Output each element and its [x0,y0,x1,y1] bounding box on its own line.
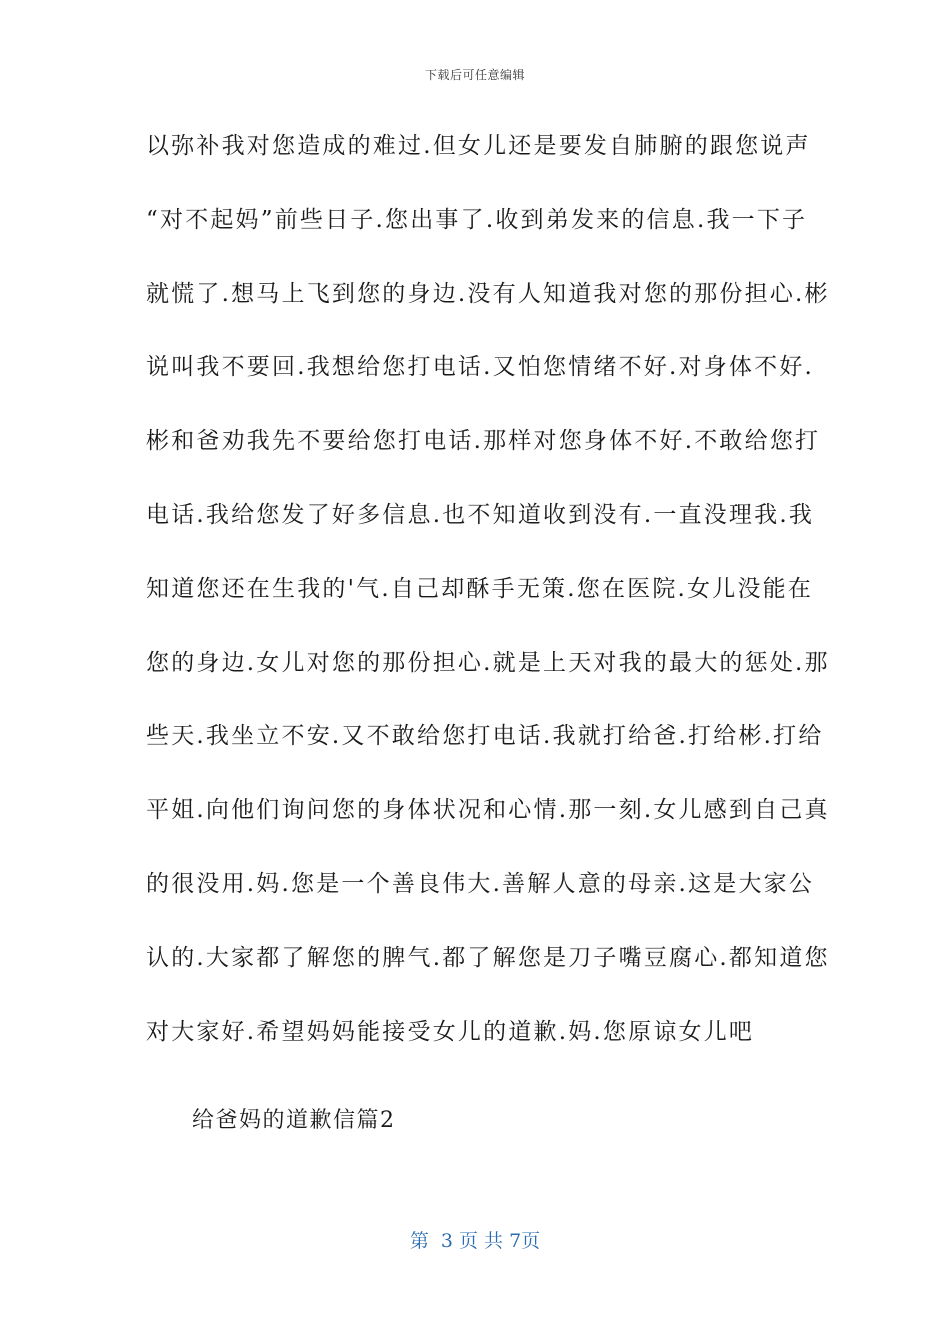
body-line: 以弥补我对您造成的难过.但女儿还是要发自肺腑的跟您说声 [146,133,811,159]
body-line: 对大家好.希望妈妈能接受女儿的道歉.妈.您原谅女儿吧 [146,1018,755,1045]
body-line: 就慌了.想马上飞到您的身边.没有人知道我对您的那份担心.彬 [146,280,830,307]
body-line: 您的身边.女儿对您的那份担心.就是上天对我的最大的惩处.那 [146,649,830,676]
body-line: 彬和爸劝我先不要给您打电话.那样对您身体不好.不敢给您打 [146,428,821,455]
section-heading: 给爸妈的道歉信篇2 [192,1108,396,1133]
body-line: 知道您还在生我的'气.自己却酥手无策.您在医院.女儿没能在 [146,575,814,602]
body-line: 认的.大家都了解您的脾气.都了解您是刀子嘴豆腐心.都知道您 [146,944,830,971]
body-line: 些天.我坐立不安.又不敢给您打电话.我就打给爸.打给彬.打给 [146,723,824,750]
page-header: 下载后可任意编辑 [424,68,525,82]
page-number-footer: 第 3 页 共 7页 [409,1230,541,1252]
body-line: 说叫我不要回.我想给您打电话.又怕您情绪不好.对身体不好. [146,354,815,381]
body-line: 的很没用.妈.您是一个善良伟大.善解人意的母亲.这是大家公 [146,870,815,897]
body-line: 平姐.向他们询问您的身体状况和心情.那一刻.女儿感到自己真 [146,797,830,824]
body-line: “对不起妈”前些日子.您出事了.收到弟发来的信息.我一下子 [146,206,808,233]
body-line: 电话.我给您发了好多信息.也不知道收到没有.一直没理我.我 [146,501,815,528]
letter-body [146,128,830,1087]
